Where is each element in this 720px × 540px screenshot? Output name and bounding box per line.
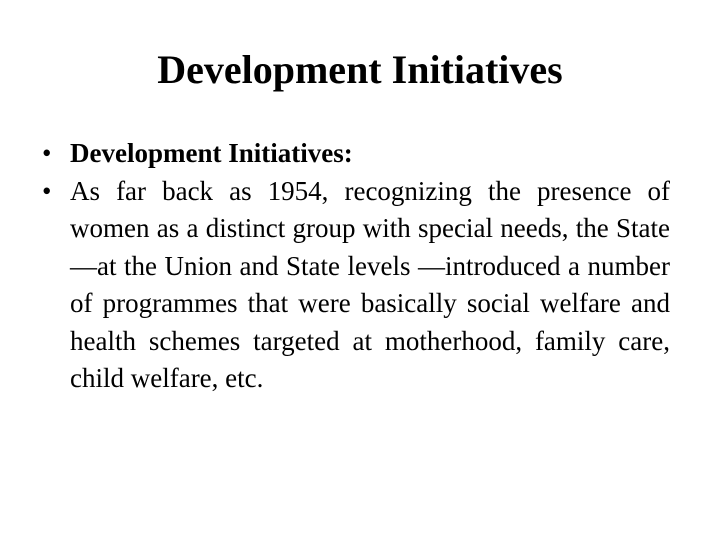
bullet-item-body	[42, 173, 670, 398]
bullet-text-body: As far back as 1954, recognizing the presence of women as a distinct group with special needs, the State—at the Union and State levels —introduced a number of programmes that were basically social welfare and health schemes targeted at motherhood, family care, child welfare, etc.	[70, 175, 670, 393]
bullet-marker: •	[42, 138, 52, 168]
bullet-text-heading: Development Initiatives:	[70, 138, 353, 168]
bullet-marker: •	[42, 175, 52, 206]
bullet-list	[42, 135, 670, 398]
bullet-item-heading	[42, 135, 670, 173]
slide-title: Development Initiatives	[157, 47, 563, 92]
